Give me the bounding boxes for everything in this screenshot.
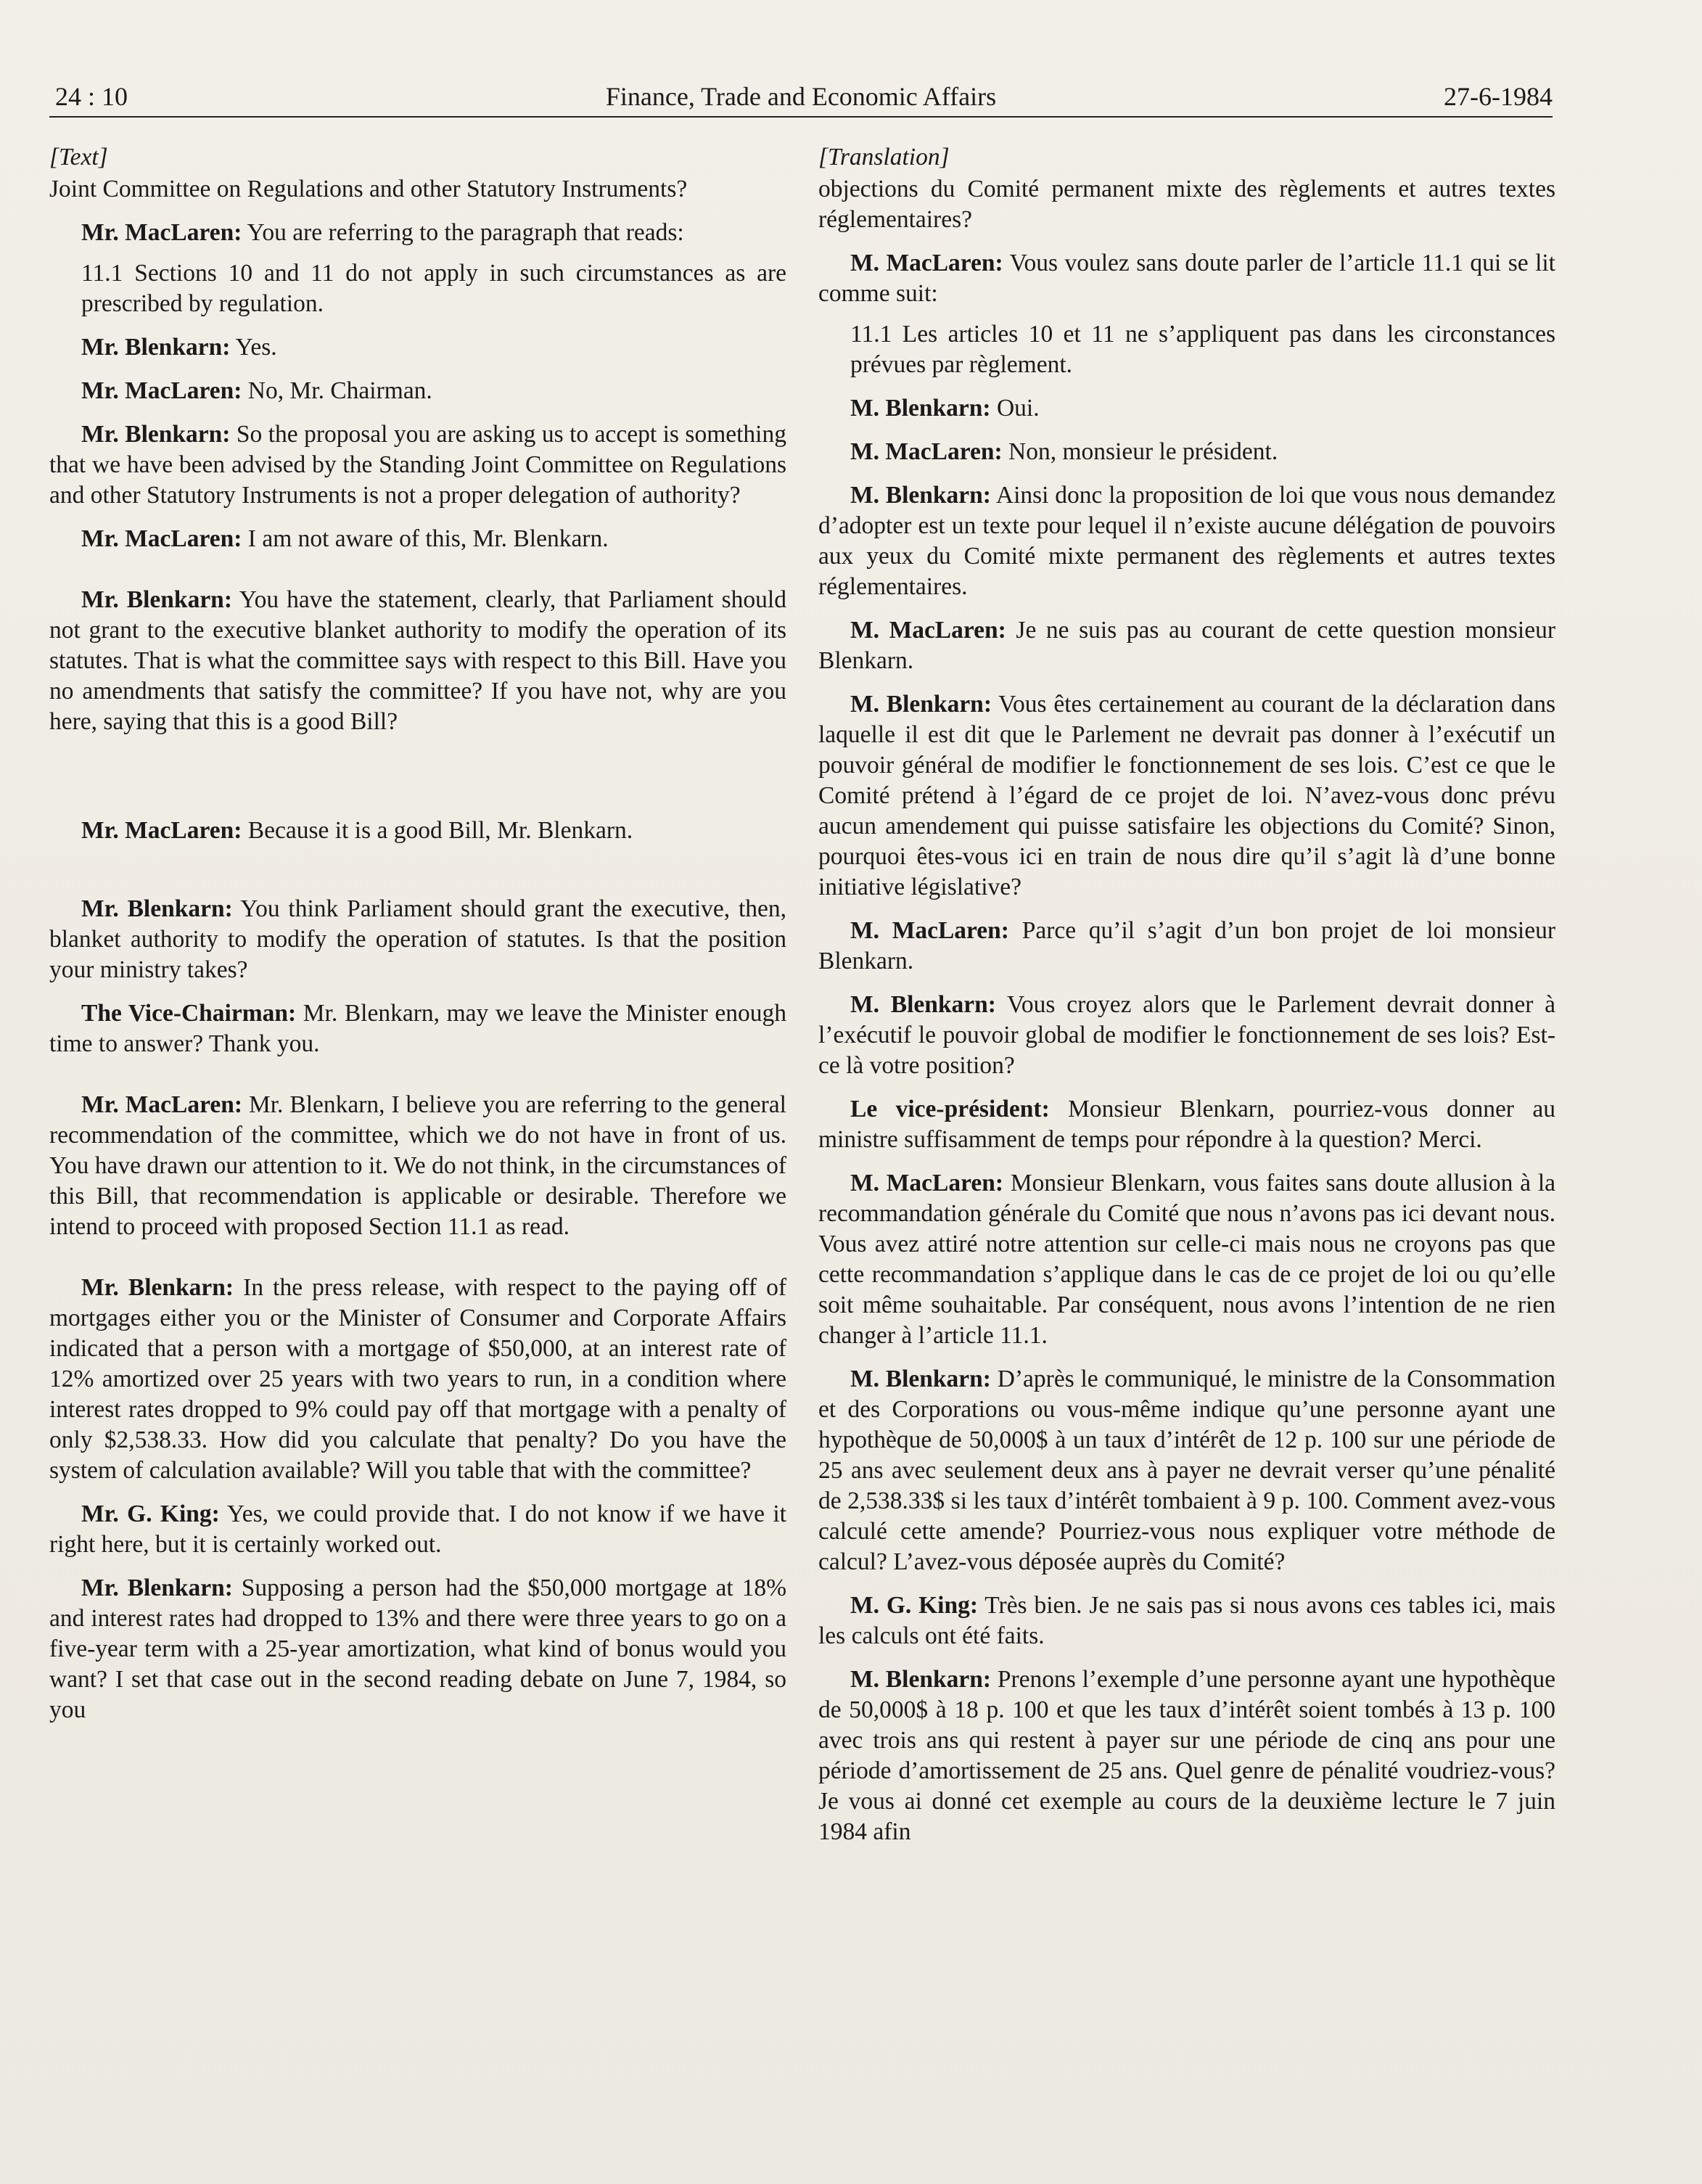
speech-paragraph bbox=[49, 1573, 786, 1725]
speech-paragraph bbox=[818, 1590, 1555, 1651]
speaker-name: M. Blenkarn: bbox=[850, 691, 992, 718]
speech-paragraph bbox=[49, 998, 786, 1059]
speech-text: Yes. bbox=[230, 334, 277, 361]
paragraph-text: objections du Comité permanent mixte des règlements et autres textes réglementaires? bbox=[818, 176, 1555, 233]
paragraph-text: Joint Committee on Regulations and other Statutory Instruments? bbox=[49, 176, 688, 202]
speech-paragraph bbox=[49, 1499, 786, 1560]
french-column bbox=[818, 142, 1555, 1847]
speech-text: Vous voulez sans doute parler de l’article 11.1 qui se lit comme suit: bbox=[818, 250, 1555, 307]
speaker-name: Mr. Blenkarn: bbox=[81, 586, 232, 613]
speaker-name: Mr. G. King: bbox=[81, 1501, 220, 1527]
speech-paragraph bbox=[49, 218, 786, 248]
speech-text: Ainsi donc la proposition de loi que vous nous demandez d’adopter est un texte pour lequel il n’existe aucune délégation de pouvoirs aux yeux du Comité mixte permanent des règlements et autres textes réglementaires. bbox=[818, 482, 1555, 600]
quote-text: 11.1 Sections 10 and 11 do not apply in such circumstances as are prescribed by regulation. bbox=[81, 260, 786, 317]
speech-paragraph bbox=[49, 1273, 786, 1486]
speech-paragraph bbox=[818, 437, 1555, 467]
speech-paragraph bbox=[818, 1364, 1555, 1577]
speaker-name: Mr. MacLaren: bbox=[81, 1091, 242, 1118]
speech-text: Supposing a person had the $50,000 mortgage at 18% and interest rates had dropped to 13% and there were three years to go on a five-year term with a 25-year amortization, what kind of bonus would you want? I set that case out in the second reading debate on June 7, 1984, so you bbox=[49, 1575, 786, 1723]
english-column bbox=[49, 142, 786, 1725]
speech-text: Vous êtes certainement au courant de la déclaration dans laquelle il est dit que le Parlement ne devrait pas donner à l’exécutif un pouvoir général de modifier le fonctionnement de ses lois. C’est ce que le Comité prétend à l’égard de ce projet de loi. N’avez-vous donc prévu aucun amendement qui puisse satisfaire les objections du Comité? Sinon, pourquoi êtes-vous ici en train de nous dire qu’il s’agit là d’une bonne initiative législative? bbox=[818, 691, 1555, 900]
speech-text: I am not aware of this, Mr. Blenkarn. bbox=[242, 525, 609, 552]
speech-text: Prenons l’exemple d’une personne ayant une hypothèque de 50,000$ à 18 p. 100 et que les taux d’intérêt soient tombés à 13 p. 100 avec trois ans qui restent à payer sur une période de cinq ans pour une période d’amortissement de 25 ans. Quel genre de pénalité voudriez-vous? Je vous ai donné cet exemple au cours de la deuxième lecture le 7 juin 1984 afin bbox=[818, 1666, 1555, 1845]
speaker-name: Mr. MacLaren: bbox=[81, 219, 242, 246]
speech-paragraph bbox=[49, 1090, 786, 1242]
speech-paragraph bbox=[818, 1664, 1555, 1847]
speaker-name: M. Blenkarn: bbox=[850, 395, 991, 422]
speech-text: Mr. Blenkarn, I believe you are referring to the general recommendation of the committee, which we do not have in front of us. You have drawn our attention to it. We do not think, in the circumstances of this Bill, that recommendation is applicable or desirable. Therefore we intend to proceed with proposed Section 11.1 as read. bbox=[49, 1091, 786, 1240]
speech-text: In the press release, with respect to the paying off of mortgages either you or the Minister of Consumer and Corporate Affairs indicated that a person with a mortgage of $50,000, at an interest rate of 12% amortized over 25 years with two years to run, in a condition where interest rates dropped to 9% could pay off that mortgage with a penalty of only $2,538.33. How did you calculate that penalty? Do you have the system of calculation available? Will you table that with the committee? bbox=[49, 1274, 787, 1484]
speaker-name: M. Blenkarn: bbox=[850, 1666, 991, 1693]
speech-paragraph bbox=[49, 894, 786, 985]
speaker-name: M. MacLaren: bbox=[850, 617, 1006, 644]
speech-paragraph bbox=[818, 248, 1555, 309]
speech-text: Mr. Blenkarn, may we leave the Minister enough time to answer? Thank you. bbox=[49, 1000, 786, 1057]
speech-text: Je ne suis pas au courant de cette question monsieur Blenkarn. bbox=[818, 617, 1555, 674]
speech-paragraph bbox=[818, 393, 1555, 424]
speaker-name: M. Blenkarn: bbox=[850, 991, 996, 1018]
speech-text: You are referring to the paragraph that reads: bbox=[242, 219, 684, 246]
speech-text: Très bien. Je ne sais pas si nous avons ces tables ici, mais les calculs ont été faits. bbox=[818, 1592, 1555, 1649]
speech-text: No, Mr. Chairman. bbox=[242, 377, 432, 404]
speech-paragraph bbox=[49, 524, 786, 554]
speaker-name: Mr. MacLaren: bbox=[81, 817, 242, 844]
speech-paragraph bbox=[49, 419, 786, 511]
speaker-name: The Vice-Chairman: bbox=[81, 1000, 297, 1027]
speech-text: Parce qu’il s’agit d’un bon projet de loi monsieur Blenkarn. bbox=[818, 917, 1555, 974]
speech-text: D’après le communiqué, le ministre de la Consommation et des Corporations ou vous-même indique qu’une personne ayant une hypothèque de 50,000$ à un taux d’intérêt de 12 p. 100 sur une période de 25 ans avec seulement deux ans à payer ne devrait verser qu’une pénalité de 2,538.33$ si les taux d’intérêt tombaient à 9 p. 100. Comment avez-vous calculé cette amende? Pourriez-vous nous expliquer votre méthode de calcul? L’avez-vous déposée auprès du Comité? bbox=[818, 1366, 1556, 1575]
header-date: 27-6-1984 bbox=[1444, 82, 1553, 111]
quoted-section bbox=[49, 258, 786, 319]
speaker-name: M. Blenkarn: bbox=[850, 1366, 991, 1392]
speaker-name: Mr. MacLaren: bbox=[81, 525, 242, 552]
speech-paragraph bbox=[818, 1168, 1555, 1351]
language-label: [Text] bbox=[49, 144, 108, 171]
speech-paragraph bbox=[818, 615, 1555, 676]
header-title: Finance, Trade and Economic Affairs bbox=[605, 82, 997, 111]
speech-paragraph bbox=[818, 990, 1555, 1081]
speech-paragraph bbox=[49, 332, 786, 363]
paragraph bbox=[818, 174, 1555, 235]
speaker-name: M. MacLaren: bbox=[850, 438, 1003, 465]
speaker-name: M. MacLaren: bbox=[850, 917, 1009, 944]
speaker-name: Le vice-président: bbox=[850, 1096, 1050, 1122]
speech-paragraph bbox=[818, 689, 1555, 903]
speaker-name: M. MacLaren: bbox=[850, 1170, 1004, 1196]
speech-text: Monsieur Blenkarn, vous faites sans doute allusion à la recommandation générale du Comité que nous n’avons pas ici devant nous. Vous avez attiré notre attention sur celle-ci mais nous ne croyons pas que cette recommandation s’applique dans le cas de ce projet de loi ou qu’elle soit même souhaitable. Par conséquent, nous avons l’intention de ne rien changer à l’article 11.1. bbox=[818, 1170, 1555, 1349]
speech-text: Because it is a good Bill, Mr. Blenkarn. bbox=[242, 817, 633, 844]
page-header bbox=[49, 71, 1553, 118]
speaker-name: M. Blenkarn: bbox=[850, 482, 991, 509]
speech-paragraph bbox=[49, 585, 786, 737]
speech-text: Monsieur Blenkarn, pourriez-vous donner au ministre suffisamment de temps pour répondre à la question? Merci. bbox=[818, 1096, 1555, 1153]
speech-paragraph bbox=[49, 376, 786, 406]
speech-paragraph bbox=[818, 480, 1555, 602]
speech-text: Non, monsieur le président. bbox=[1002, 438, 1278, 465]
speech-paragraph bbox=[49, 816, 786, 846]
speech-text: Oui. bbox=[990, 395, 1040, 422]
page-number: 24 : 10 bbox=[55, 82, 128, 111]
speech-text: So the proposal you are asking us to accept is something that we have been advised by the Standing Joint Committee on Regulations and other Statutory Instruments is not a proper delegation of authority? bbox=[49, 421, 786, 509]
speaker-name: Mr. Blenkarn: bbox=[81, 1274, 234, 1301]
speaker-name: M. MacLaren: bbox=[850, 250, 1003, 276]
quoted-section bbox=[818, 319, 1555, 380]
speech-text: You think Parliament should grant the executive, then, blanket authority to modify the operation of statutes. Is that the position your ministry takes? bbox=[49, 895, 786, 983]
speech-paragraph bbox=[818, 1094, 1555, 1155]
speaker-name: Mr. Blenkarn: bbox=[81, 334, 231, 361]
language-label: [Translation] bbox=[818, 144, 950, 171]
paragraph bbox=[49, 174, 786, 205]
quote-text: 11.1 Les articles 10 et 11 ne s’appliquent pas dans les circonstances prévues par règlement. bbox=[850, 321, 1555, 378]
speech-text: You have the statement, clearly, that Parliament should not grant to the executive blanket authority to modify the operation of its statutes. That is what the committee says with respect to this Bill. Have you no amendments that satisfy the committee? If you have not, why are you here, saying that this is a good Bill? bbox=[49, 586, 786, 735]
speech-text: Yes, we could provide that. I do not know if we have it right here, but it is certainly worked out. bbox=[49, 1501, 786, 1558]
speaker-name: Mr. MacLaren: bbox=[81, 377, 242, 404]
speaker-name: Mr. Blenkarn: bbox=[81, 1575, 233, 1601]
speech-paragraph bbox=[818, 916, 1555, 977]
speaker-name: Mr. Blenkarn: bbox=[81, 421, 231, 448]
speech-text: Vous croyez alors que le Parlement devrait donner à l’exécutif le pouvoir global de modifier le fonctionnement de ses lois? Est-ce là votre position? bbox=[818, 991, 1555, 1079]
speaker-name: M. G. King: bbox=[850, 1592, 979, 1619]
speaker-name: Mr. Blenkarn: bbox=[81, 895, 233, 922]
